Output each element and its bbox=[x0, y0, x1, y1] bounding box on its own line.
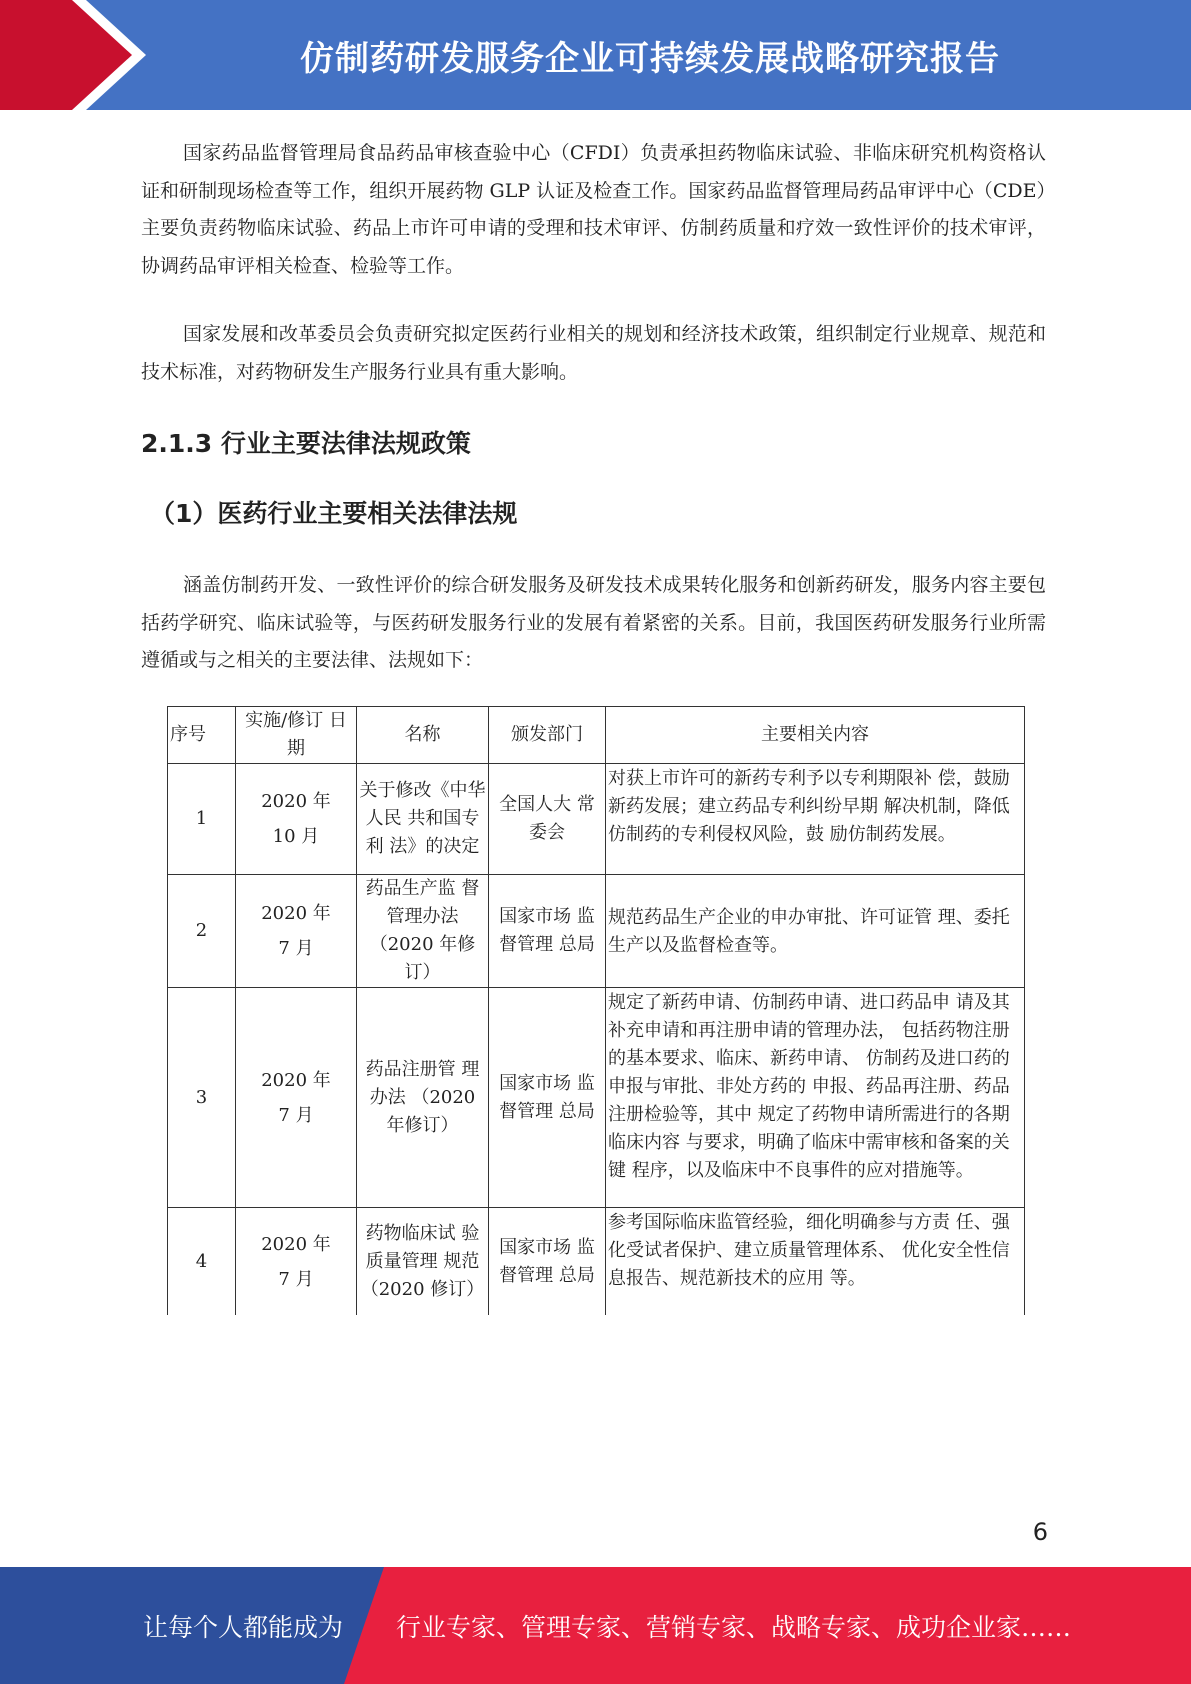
header-no: 序号 bbox=[168, 707, 236, 764]
date-month: 10 月 bbox=[272, 826, 320, 847]
cell-no: 1 bbox=[168, 764, 236, 875]
cell-dept: 国家市场 监督管理 总局 bbox=[489, 875, 606, 988]
paragraph-cfdi-cde: 国家药品监督管理局食品药品审核查验中心（CFDI）负责承担药物临床试验、非临床研究机构资格认证和研制现场检查等工作，组织开展药物 GLP 认证及检查工作。国家药品监督管理局药品审评中心（CDE）主要负责药物临床试验、药品上市许可申请的受理和技术审评、仿制药质量和疗效一致性评价的技术审评，协调药品审评相关检查、检验等工作。 bbox=[141, 142, 1046, 277]
cell-dept: 国家市场 监督管理 总局 bbox=[489, 1208, 606, 1316]
date-month: 7 月 bbox=[278, 938, 314, 959]
cell-content: 参考国际临床监管经验，细化明确参与方责 任、强化受试者保护、建立质量管理体系、 优化安全性信息报告、规范新技术的应用 等。 bbox=[606, 1208, 1025, 1316]
date-month: 7 月 bbox=[278, 1104, 314, 1126]
table-row bbox=[168, 764, 1025, 875]
report-title: 仿制药研发服务企业可持续发展战略研究报告 bbox=[300, 38, 1000, 79]
cell-date bbox=[236, 764, 357, 875]
cell-content: 规范药品生产企业的申办审批、许可证管 理、委托生产以及监督检查等。 bbox=[606, 875, 1025, 988]
section-heading: 2.1.3 行业主要法律法规政策 bbox=[141, 429, 471, 458]
header-content: 主要相关内容 bbox=[606, 707, 1025, 764]
date-year: 2020 年 bbox=[261, 1069, 331, 1091]
table-row bbox=[168, 875, 1025, 988]
page-footer bbox=[0, 1567, 1191, 1684]
paragraph-intro-laws: 涵盖仿制药开发、一致性评价的综合研发服务及研发技术成果转化服务和创新药研发，服务内容主要包括药学研究、临床试验等，与医药研发服务行业的发展有着紧密的关系。目前，我国医药研发服务行业所需遵循或与之相关的主要法律、法规如下： bbox=[141, 574, 1046, 671]
cell-dept: 全国人大 常委会 bbox=[489, 764, 606, 875]
cell-dept: 国家市场 监督管理 总局 bbox=[489, 988, 606, 1208]
cell-name: 关于修改《中华人民 共和国专利 法》的决定 bbox=[357, 764, 489, 875]
cell-date bbox=[236, 1208, 357, 1316]
header-date: 实施/修订 日期 bbox=[236, 707, 357, 764]
subsection-heading: （1）医药行业主要相关法律法规 bbox=[150, 499, 518, 528]
page-number: 6 bbox=[1032, 1518, 1048, 1546]
cell-name: 药品生产监 督管理办法 （2020 年修订） bbox=[357, 875, 489, 988]
date-month: 7 月 bbox=[278, 1268, 314, 1290]
date-year: 2020 年 bbox=[261, 791, 331, 812]
date-year: 2020 年 bbox=[261, 1233, 331, 1255]
cell-name: 药物临床试 验质量管理 规范（2020 修订） bbox=[357, 1208, 489, 1316]
date-year: 2020 年 bbox=[261, 903, 331, 924]
cell-no: 3 bbox=[168, 988, 236, 1208]
cell-no: 4 bbox=[168, 1208, 236, 1316]
table-row bbox=[168, 1208, 1025, 1316]
cell-date bbox=[236, 988, 357, 1208]
footer-slogan-left: 让每个人都能成为 bbox=[143, 1612, 344, 1642]
cell-name: 药品注册管 理办法 （2020 年修订） bbox=[357, 988, 489, 1208]
cell-content: 对获上市许可的新药专利予以专利期限补 偿，鼓励新药发展；建立药品专利纠纷早期 解决机制，降低仿制药的专利侵权风险，鼓 励仿制药发展。 bbox=[606, 764, 1025, 875]
cell-no: 2 bbox=[168, 875, 236, 988]
paragraph-ndrc: 国家发展和改革委员会负责研究拟定医药行业相关的规划和经济技术政策，组织制定行业规章、规范和技术标准，对药物研发生产服务行业具有重大影响。 bbox=[141, 323, 1046, 383]
laws-table bbox=[167, 706, 1025, 1315]
table-row bbox=[168, 988, 1025, 1208]
cell-content: 规定了新药申请、仿制药申请、进口药品申 请及其补充申请和再注册申请的管理办法， 包括药物注册的基本要求、临床、新药申请、 仿制药及进口药的申报与审批、非处方药的 申报、药品再注册、药品注册检验等，其中 规定了药物申请所需进行的各期临床内容 与要求，明确了临床中需审核和备案的关键 程序，以及临床中不良事件的应对措施等。 bbox=[606, 988, 1025, 1208]
footer-slogan-right: 行业专家、管理专家、营销专家、战略专家、成功企业家…… bbox=[396, 1612, 1072, 1642]
table-header-row bbox=[168, 707, 1025, 764]
header-name: 名称 bbox=[357, 707, 489, 764]
cell-date bbox=[236, 875, 357, 988]
page-header bbox=[0, 0, 1191, 110]
header-dept: 颁发部门 bbox=[489, 707, 606, 764]
